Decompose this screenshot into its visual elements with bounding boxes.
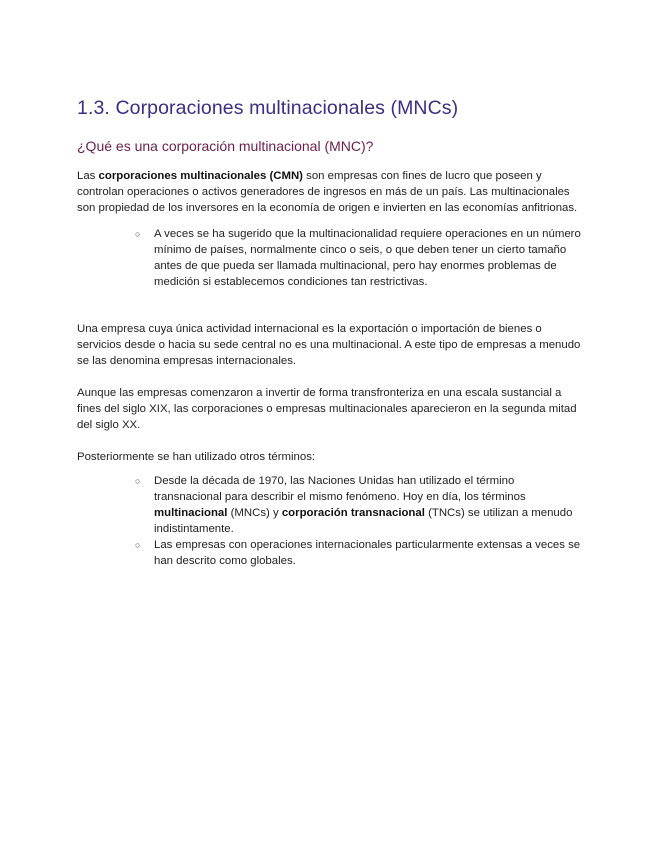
paragraph-definition [77, 168, 585, 216]
hollow-bullet-icon: ○ [135, 540, 141, 550]
list-item-text-mid: (MNCs) y [227, 507, 282, 519]
paragraph-history: Aunque las empresas comenzaron a invertir de forma transfronteriza en una escala sustancial a fines del siglo XIX, las corporaciones o empresas multinacionales aparecieron en la segunda mitad del siglo XX. [77, 387, 577, 431]
paragraph-definition-post: son empresas con fines de lucro que poseen y controlan operaciones o activos generadores de ingresos en más de un país. Las multinacionales son propiedad de los inversores en la economía de origen e invierten en las economías anfitrionas. [77, 170, 578, 214]
hollow-bullet-icon: ○ [135, 229, 141, 239]
bullet-list-1 [77, 226, 585, 290]
section-heading: 1.3. Corporaciones multinacionales (MNCs) [77, 97, 459, 119]
list-item [77, 473, 585, 537]
paragraph-definition-pre: Las [77, 170, 99, 182]
list-item-text-pre: Desde la década de 1970, las Naciones Unidas han utilizado el término transnacional para describir el mismo fenómeno. Hoy en día, los términos [154, 475, 526, 503]
list-item-text-post: (TNCs) se utilizan a menudo indistintamente. [154, 507, 573, 535]
list-item-text: Las empresas con operaciones internacionales particularmente extensas a veces se han descrito como globales. [154, 539, 581, 567]
list-item-bold-multinacional: multinacional [154, 507, 228, 519]
paragraph-other-terms: Posteriormente se han utilizado otros términos: [77, 451, 316, 463]
list-item-bold-transnacional: corporación transnacional [281, 507, 425, 519]
paragraph-exportation: Una empresa cuya única actividad internacional es la exportación o importación de bienes o servicios desde o hacia su sede central no es una multinacional. A este tipo de empresas a menudo se las denomina empresas internacionales. [77, 323, 581, 367]
list-item [77, 537, 585, 569]
hollow-bullet-icon: ○ [135, 476, 141, 486]
section-subheading: ¿Qué es una corporación multinacional (MNC)? [77, 138, 374, 154]
bullet-list-2 [77, 473, 585, 569]
document-page [77, 95, 585, 569]
list-item [77, 226, 585, 290]
list-item-text: A veces se ha sugerido que la multinacionalidad requiere operaciones en un número mínimo de países, normalmente cinco o seis, o que deben tener un cierto tamaño antes de que pueda ser llamada multinacional, pero hay enormes problemas de medición si establecemos condiciones tan restrictivas. [154, 228, 581, 288]
paragraph-definition-bold: corporaciones multinacionales (CMN) [98, 170, 303, 182]
